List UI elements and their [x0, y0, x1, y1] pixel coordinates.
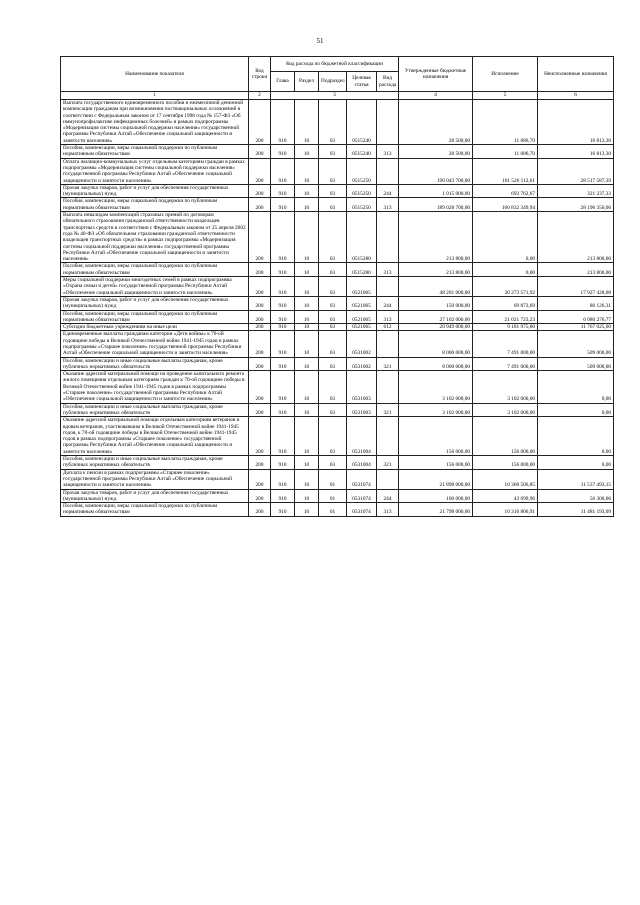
column-index: 2: [249, 92, 271, 100]
row-executed: 160 832 349,94: [473, 198, 538, 212]
row-glava: 910: [271, 198, 295, 212]
row-vid: 321: [377, 357, 399, 371]
page-number: 51: [316, 37, 324, 45]
row-glava: 910: [271, 403, 295, 417]
row-target: 0531074: [347, 489, 377, 503]
row-executed: 11 686,70: [473, 100, 538, 145]
row-vid: 244: [377, 296, 399, 310]
row-target: 0515240: [347, 145, 377, 159]
row-executed: 7 491 000,00: [473, 331, 538, 357]
row-podrazdel: 03: [319, 263, 347, 277]
row-line-code: 200: [249, 331, 271, 357]
row-unexecuted: 28 517 587,39: [538, 158, 614, 184]
row-unexecuted: 17 927 428,08: [538, 277, 614, 297]
row-razdel: 10: [295, 357, 319, 371]
row-glava: 910: [271, 324, 295, 331]
table-row: [61, 324, 614, 331]
row-unexecuted: 509 000,00: [538, 331, 614, 357]
row-vid: 313: [377, 503, 399, 517]
row-target: 0531074: [347, 503, 377, 517]
row-podrazdel: 03: [319, 198, 347, 212]
row-unexecuted: 0,00: [538, 371, 614, 403]
row-podrazdel: 03: [319, 277, 347, 297]
row-unexecuted: 11 767 025,00: [538, 324, 614, 331]
row-line-code: 200: [249, 310, 271, 324]
row-unexecuted: 213 800,00: [538, 263, 614, 277]
row-executed: 9 181 975,00: [473, 324, 538, 331]
row-unexecuted: 0,00: [538, 417, 614, 456]
row-podrazdel: 01: [319, 469, 347, 489]
table-row: [61, 503, 614, 517]
table-row: [61, 357, 614, 371]
row-approved: 28 500,00: [399, 145, 473, 159]
row-glava: 910: [271, 456, 295, 470]
header-podrazdel: Подраздел: [319, 72, 347, 92]
row-line-code: 200: [249, 198, 271, 212]
row-line-code: 200: [249, 371, 271, 403]
row-glava: 910: [271, 371, 295, 403]
row-name: Субсидии бюджетным учреждениям на иные цели: [61, 324, 249, 331]
row-razdel: 10: [295, 310, 319, 324]
header-vid: Вид расхода: [377, 72, 399, 92]
row-approved: 8 000 000,00: [399, 357, 473, 371]
row-approved: 156 000,00: [399, 456, 473, 470]
row-unexecuted: 0,00: [538, 456, 614, 470]
row-razdel: 10: [295, 331, 319, 357]
header-unexecuted: Неисполненные назначения: [538, 57, 614, 92]
table-row: [61, 417, 614, 456]
row-podrazdel: 03: [319, 403, 347, 417]
row-target: 0531004: [347, 456, 377, 470]
row-glava: 910: [271, 184, 295, 198]
table-row: [61, 296, 614, 310]
row-glava: 910: [271, 277, 295, 297]
row-target: 0531002: [347, 331, 377, 357]
table-row: [61, 158, 614, 184]
row-executed: 10 360 506,85: [473, 469, 538, 489]
row-line-code: 200: [249, 403, 271, 417]
row-podrazdel: 03: [319, 417, 347, 456]
row-unexecuted: 16 813,30: [538, 145, 614, 159]
row-unexecuted: 56 300,06: [538, 489, 614, 503]
row-line-code: 200: [249, 212, 271, 263]
header-budget-classification: Код расхода по бюджетной классификации: [271, 57, 399, 72]
row-vid: 313: [377, 310, 399, 324]
row-glava: 910: [271, 357, 295, 371]
row-approved: 28 500,00: [399, 100, 473, 145]
row-glava: 910: [271, 310, 295, 324]
column-index: 1: [61, 92, 249, 100]
row-name: Меры социальной поддержки многодетных семей в рамках подпрограммы «Охрана семьи и детей» государственной программы Республики Алтай «Обеспечение социальной защищенности и занятости населения»: [61, 277, 249, 297]
table-row: [61, 403, 614, 417]
row-target: 0515240: [347, 100, 377, 145]
row-name: Прочая закупка товаров, работ и услуг для обеспечения государственных (муниципальных) нужд: [61, 296, 249, 310]
column-index: 3: [271, 92, 399, 100]
row-vid: 313: [377, 145, 399, 159]
row-executed: 21 021 723,23: [473, 310, 538, 324]
row-podrazdel: 03: [319, 310, 347, 324]
row-razdel: 10: [295, 158, 319, 184]
row-target: 0515280: [347, 263, 377, 277]
table-row: [61, 100, 614, 145]
header-razdel: Раздел: [295, 72, 319, 92]
row-target: 0531003: [347, 403, 377, 417]
row-unexecuted: 6 080 276,77: [538, 310, 614, 324]
row-razdel: 10: [295, 145, 319, 159]
row-podrazdel: 01: [319, 489, 347, 503]
row-approved: 189 028 700,00: [399, 198, 473, 212]
row-razdel: 10: [295, 263, 319, 277]
row-podrazdel: 01: [319, 503, 347, 517]
row-target: 0531004: [347, 417, 377, 456]
row-line-code: 200: [249, 296, 271, 310]
row-unexecuted: 321 237,33: [538, 184, 614, 198]
row-razdel: 10: [295, 469, 319, 489]
row-vid: 321: [377, 403, 399, 417]
row-approved: 20 949 000,00: [399, 324, 473, 331]
row-glava: 910: [271, 263, 295, 277]
row-approved: 3 102 000,00: [399, 371, 473, 403]
row-unexecuted: 509 000,00: [538, 357, 614, 371]
row-name: Оказание адресной материальной помощи на проведение капитального ремонта жилого помещения отдельным категориям граждан к 70-ой годовщине победы в Великой Отечественной войне 1941-1945 годов в рамках подпрограммы «Старшее поколение» государственной программы Республики Алтай «Обеспечение социальной защищенности и занятости населения»: [61, 371, 249, 403]
row-target: 0521065: [347, 277, 377, 297]
row-name: Пособия, компенсации и иные социальные выплаты гражданам, кроме публичных нормативных обязательств: [61, 456, 249, 470]
row-line-code: 200: [249, 158, 271, 184]
row-line-code: 200: [249, 277, 271, 297]
row-name: Выплата государственного единовременного пособия и ежемесячной денежной компенсации гражданам при возникновении поствакцинальных осложнений в соответствии с Федеральным законом от 17 сентября 1998 года № 157-ФЗ «Об иммунопрофилактике инфекционных болезней» в рамках подпрограммы «Модернизация системы социальной поддержки населения» государственной программы Республики Алтай «Обеспечение социальной защищенности и занятости населения»: [61, 100, 249, 145]
row-unexecuted: 80 126,31: [538, 296, 614, 310]
row-executed: 156 000,00: [473, 456, 538, 470]
table-row: [61, 212, 614, 263]
row-approved: 21 798 000,00: [399, 503, 473, 517]
row-podrazdel: 03: [319, 456, 347, 470]
row-glava: 910: [271, 417, 295, 456]
row-executed: 3 102 000,00: [473, 403, 538, 417]
row-razdel: 10: [295, 489, 319, 503]
row-glava: 910: [271, 100, 295, 145]
row-executed: 3 102 000,00: [473, 371, 538, 403]
row-executed: 693 762,67: [473, 184, 538, 198]
row-executed: 69 873,69: [473, 296, 538, 310]
row-unexecuted: 213 800,00: [538, 212, 614, 263]
row-executed: 10 316 806,91: [473, 503, 538, 517]
row-glava: 910: [271, 489, 295, 503]
row-target: 0521065: [347, 324, 377, 331]
row-podrazdel: 03: [319, 158, 347, 184]
row-glava: 910: [271, 503, 295, 517]
row-executed: 0,00: [473, 263, 538, 277]
row-line-code: 200: [249, 263, 271, 277]
row-line-code: 200: [249, 503, 271, 517]
row-unexecuted: 11 481 193,09: [538, 503, 614, 517]
row-unexecuted: 11 537 493,15: [538, 469, 614, 489]
row-name: Пособия, компенсации, меры социальной поддержки по публичным нормативным обязательствам: [61, 198, 249, 212]
row-executed: 161 526 112,61: [473, 158, 538, 184]
table-row: [61, 198, 614, 212]
row-vid: 612: [377, 324, 399, 331]
header-glava: Глава: [271, 72, 295, 92]
row-line-code: 200: [249, 100, 271, 145]
row-approved: 48 201 000,00: [399, 277, 473, 297]
row-name: Пособия, компенсации, меры социальной поддержки по публичным нормативным обязательствам: [61, 263, 249, 277]
row-razdel: 10: [295, 277, 319, 297]
row-podrazdel: 03: [319, 212, 347, 263]
row-executed: 0,00: [473, 212, 538, 263]
row-vid: [377, 277, 399, 297]
row-target: 0531003: [347, 371, 377, 403]
row-executed: 156 000,00: [473, 417, 538, 456]
row-glava: 910: [271, 296, 295, 310]
header-code-line: Код строки: [249, 57, 271, 92]
row-vid: 313: [377, 198, 399, 212]
row-approved: 8 000 000,00: [399, 331, 473, 357]
row-razdel: 10: [295, 324, 319, 331]
row-glava: 910: [271, 145, 295, 159]
row-vid: [377, 417, 399, 456]
row-razdel: 10: [295, 403, 319, 417]
header-approved: Утвержденные бюджетные назначения: [399, 57, 473, 92]
row-target: 0521065: [347, 310, 377, 324]
table-row: [61, 145, 614, 159]
row-vid: 244: [377, 184, 399, 198]
row-vid: 321: [377, 456, 399, 470]
row-name: Прочая закупка товаров, работ и услуг для обеспечения государственных (муниципальных) нужд: [61, 489, 249, 503]
column-index: 5: [473, 92, 538, 100]
table-body: [61, 100, 614, 517]
row-unexecuted: 16 813,30: [538, 100, 614, 145]
row-name: Оказание адресной материальной помощи отдельным категориям ветеранов и вдовам ветеранов, участвовавшим в Великой Отечественной войне 1941-1945 годов, к 70-ой годовщине победы в Великой Отечественной войне 1941-1945 годов в рамках подпрограммы «Старшее поколение» государственной программы Республики Алтай «Обеспечение социальной защищенности и занятости населения»: [61, 417, 249, 456]
row-line-code: 200: [249, 417, 271, 456]
row-name: Пособия, компенсации, меры социальной поддержки по публичным нормативным обязательствам: [61, 145, 249, 159]
row-line-code: 200: [249, 357, 271, 371]
row-podrazdel: 03: [319, 100, 347, 145]
table-row: [61, 277, 614, 297]
row-name: Пособия, компенсации и иные социальные выплаты гражданам, кроме публичных нормативных обязательств: [61, 403, 249, 417]
row-name: Оплата жилищно-коммунальных услуг отдельным категориям граждан в рамках подпрограммы «Модернизация системы социальной поддержки населения» государственной программы Республики Алтай «Обеспечение социальной защищенности и занятости населения»: [61, 158, 249, 184]
row-approved: 150 000,00: [399, 296, 473, 310]
column-index-row: [61, 92, 614, 100]
row-approved: 100 000,00: [399, 489, 473, 503]
column-index: 6: [538, 92, 614, 100]
row-podrazdel: 03: [319, 324, 347, 331]
row-approved: 213 800,00: [399, 263, 473, 277]
row-target: 0515280: [347, 212, 377, 263]
table-row: [61, 456, 614, 470]
row-approved: 3 102 000,00: [399, 403, 473, 417]
row-target: 0515250: [347, 198, 377, 212]
row-target: 0531002: [347, 357, 377, 371]
row-vid: [377, 371, 399, 403]
row-podrazdel: 03: [319, 184, 347, 198]
row-executed: 11 686,70: [473, 145, 538, 159]
row-name: Пособия, компенсации и иные социальные выплаты гражданам, кроме публичных нормативных обязательств: [61, 357, 249, 371]
row-vid: [377, 158, 399, 184]
row-razdel: 10: [295, 198, 319, 212]
row-target: 0521065: [347, 296, 377, 310]
row-line-code: 200: [249, 145, 271, 159]
row-approved: 21 898 000,00: [399, 469, 473, 489]
budget-execution-table: [60, 56, 614, 517]
row-glava: 910: [271, 331, 295, 357]
row-razdel: 10: [295, 100, 319, 145]
table-row: [61, 489, 614, 503]
row-vid: [377, 212, 399, 263]
row-approved: 213 800,00: [399, 212, 473, 263]
row-line-code: 200: [249, 456, 271, 470]
row-podrazdel: 03: [319, 357, 347, 371]
row-glava: 910: [271, 158, 295, 184]
row-approved: 27 102 000,00: [399, 310, 473, 324]
row-target: 0515250: [347, 184, 377, 198]
table-row: [61, 331, 614, 357]
row-name: Пособия, компенсации, меры социальной поддержки по публичным нормативным обязательствам: [61, 310, 249, 324]
row-unexecuted: 0,00: [538, 403, 614, 417]
row-executed: 43 699,96: [473, 489, 538, 503]
row-razdel: 10: [295, 212, 319, 263]
row-approved: 1 015 000,00: [399, 184, 473, 198]
header-indicator: Наименование показателя: [61, 57, 249, 92]
table-row: [61, 469, 614, 489]
row-line-code: 200: [249, 184, 271, 198]
row-razdel: 10: [295, 296, 319, 310]
row-vid: [377, 331, 399, 357]
row-vid: [377, 469, 399, 489]
row-podrazdel: 03: [319, 145, 347, 159]
row-name: Пособия, компенсации, меры социальной поддержки по публичным нормативным обязательствам: [61, 503, 249, 517]
row-name: Единовременные выплаты гражданам категории «Дети войны» к 70-ой годовщине победы в Великой Отечественной войне 1941-1945 годов в рамках подпрограммы «Старшее поколение» государственной программы Республики Алтай «Обеспечение социальной защищенности и занятости населения»: [61, 331, 249, 357]
row-line-code: 200: [249, 469, 271, 489]
row-podrazdel: 03: [319, 296, 347, 310]
row-name: Прочая закупка товаров, работ и услуг для обеспечения государственных (муниципальных) нужд: [61, 184, 249, 198]
row-executed: 30 273 571,92: [473, 277, 538, 297]
row-vid: 244: [377, 489, 399, 503]
table-header: [61, 57, 614, 100]
row-name: Выплата инвалидам компенсаций страховых премий по договорам обязательного страхования гражданской ответственности владельцев транспортных средств в соответствии с Федеральным законом от 25 апреля 2002 года № 40-ФЗ «Об обязательном страховании гражданской ответственности владельцев транспортных средств» в рамках подпрограммы «Модернизация системы социальной поддержки населения» государственной программы Республики Алтай «Обеспечение социальной защищенности и занятости населения»: [61, 212, 249, 263]
row-razdel: 10: [295, 456, 319, 470]
row-razdel: 10: [295, 371, 319, 403]
row-vid: [377, 100, 399, 145]
row-glava: 910: [271, 469, 295, 489]
header-target: Целевая статья: [347, 72, 377, 92]
row-target: 0531074: [347, 469, 377, 489]
row-line-code: 200: [249, 324, 271, 331]
row-razdel: 10: [295, 184, 319, 198]
header-executed: Исполнение: [473, 57, 538, 92]
table-row: [61, 184, 614, 198]
row-unexecuted: 28 196 350,06: [538, 198, 614, 212]
row-podrazdel: 03: [319, 331, 347, 357]
row-vid: 313: [377, 263, 399, 277]
column-index: 4: [399, 92, 473, 100]
row-razdel: 10: [295, 503, 319, 517]
row-glava: 910: [271, 212, 295, 263]
table-row: [61, 263, 614, 277]
row-razdel: 10: [295, 417, 319, 456]
row-line-code: 200: [249, 489, 271, 503]
table-row: [61, 310, 614, 324]
table-row: [61, 371, 614, 403]
row-approved: 190 043 700,00: [399, 158, 473, 184]
row-podrazdel: 03: [319, 371, 347, 403]
row-approved: 156 000,00: [399, 417, 473, 456]
row-name: Доплата к пенсии в рамках подпрограммы «Старшее поколение» государственной программы Республики Алтай «Обеспечение социальной защищенности и занятости населения»: [61, 469, 249, 489]
row-executed: 7 491 000,00: [473, 357, 538, 371]
row-target: 0515250: [347, 158, 377, 184]
